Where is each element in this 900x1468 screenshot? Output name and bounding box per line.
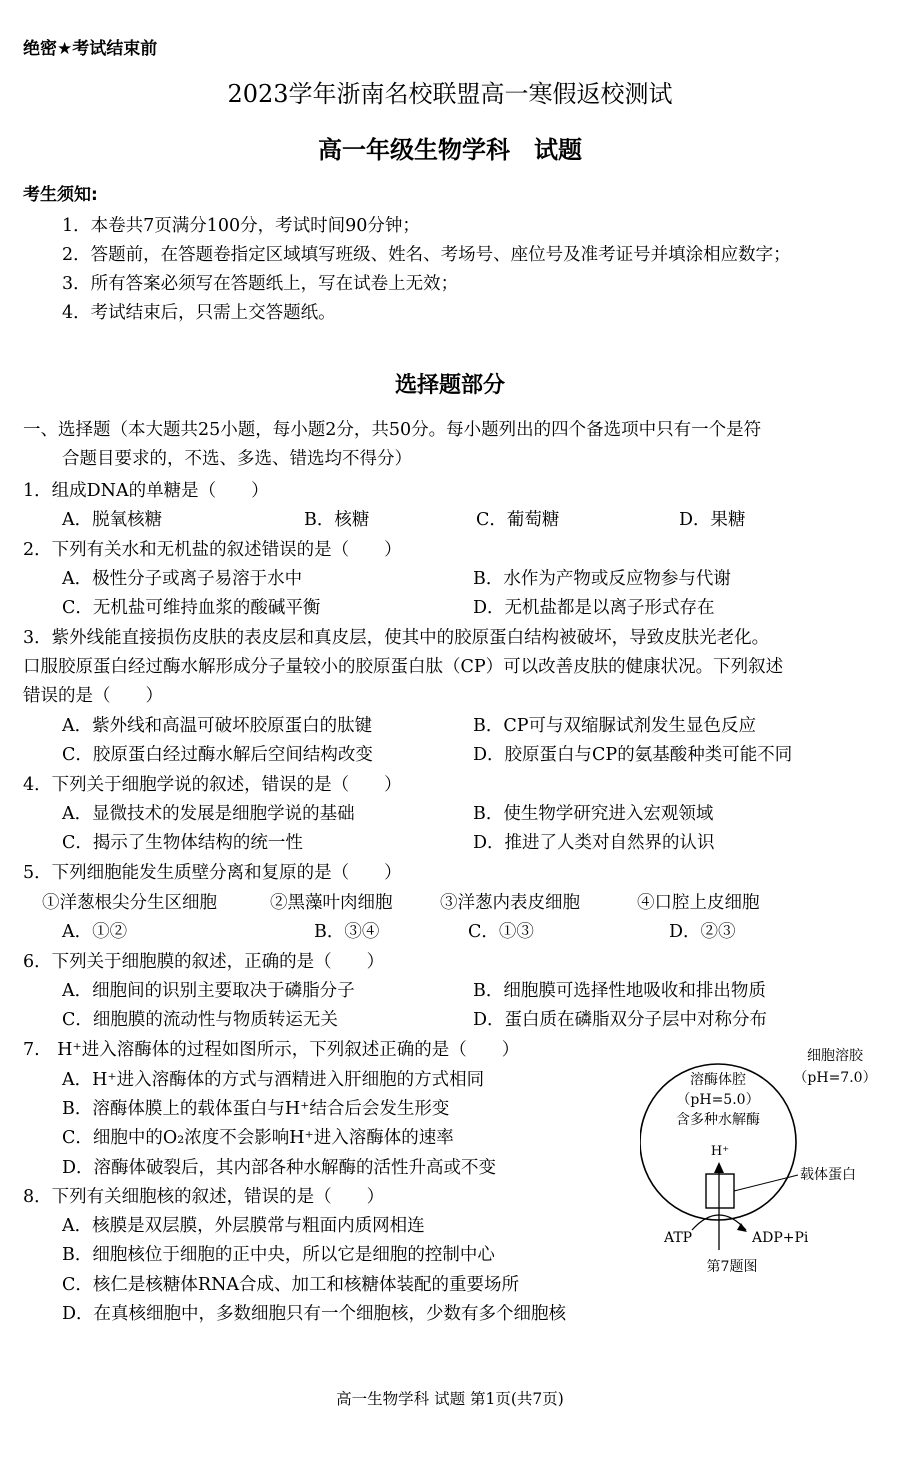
- question-stem: 2．下列有关水和无机盐的叙述错误的是（ ）: [23, 540, 402, 560]
- option-c: C．胶原蛋白经过酶水解后空间结构改变: [62, 745, 373, 765]
- notice-item: 3．所有答案必须写在答题纸上，写在试卷上无效；: [62, 274, 459, 294]
- option-d: D．胶原蛋白与CP的氨基酸种类可能不同: [473, 745, 793, 765]
- arrow-head: [714, 1162, 724, 1173]
- option-c: C．①③: [468, 922, 534, 942]
- figure-caption: 第7题图: [706, 1259, 758, 1275]
- option-b: B．细胞核位于细胞的正中央，所以它是细胞的控制中心: [62, 1245, 495, 1265]
- option-c: C．无机盐可维持血浆的酸碱平衡: [62, 598, 321, 618]
- option-c: C．核仁是核糖体RNA合成、加工和核糖体装配的重要场所: [62, 1275, 520, 1295]
- section-title: 选择题部分: [394, 373, 505, 398]
- cytosol-ph-label: （pH=7.0）: [793, 1070, 877, 1086]
- statement-1: ①洋葱根尖分生区细胞: [42, 893, 217, 913]
- notice-item: 4．考试结束后，只需上交答题纸。: [62, 303, 336, 323]
- option-a: A．显微技术的发展是细胞学说的基础: [62, 804, 355, 824]
- option-d: D．②③: [669, 922, 736, 942]
- option-c: C．细胞膜的流动性与物质转运无关: [62, 1010, 338, 1030]
- lumen-label: 溶酶体腔: [690, 1072, 746, 1088]
- question-stem: 7. H⁺进入溶酶体的过程如图所示，下列叙述正确的是（ ）: [23, 1040, 520, 1060]
- notice-heading: 考生须知:: [23, 185, 98, 205]
- option-d: D．推进了人类对自然界的认识: [473, 833, 715, 853]
- arc-head: [737, 1223, 747, 1232]
- h-plus-label: H⁺: [710, 1144, 730, 1159]
- atp-label: ATP: [664, 1230, 693, 1246]
- lumen-ph-label: （pH=5.0）: [676, 1092, 760, 1108]
- option-a: A．脱氧核糖: [62, 510, 163, 530]
- option-c: C．细胞中的O₂浓度不会影响H⁺进入溶酶体的速率: [62, 1128, 454, 1148]
- option-a: A．H⁺进入溶酶体的方式与酒精进入肝细胞的方式相同: [62, 1070, 485, 1090]
- exam-subtitle: 高一年级生物学科 试题: [318, 136, 582, 164]
- option-d: D．蛋白质在磷脂双分子层中对称分布: [473, 1010, 768, 1030]
- statement-4: ④口腔上皮细胞: [637, 893, 760, 913]
- page-footer: 高一生物学科 试题 第1页(共7页): [336, 1390, 564, 1408]
- question-stem: 6．下列关于细胞膜的叙述，正确的是（ ）: [23, 952, 385, 972]
- part-intro-cont: 合题目要求的，不选、多选、错选均不得分）: [62, 449, 412, 469]
- option-b: B．CP可与双缩脲试剂发生显色反应: [473, 716, 757, 736]
- question-stem: 4．下列关于细胞学说的叙述，错误的是（ ）: [23, 775, 402, 795]
- option-d: D．溶酶体破裂后，其内部各种水解酶的活性升高或不变: [62, 1158, 497, 1178]
- question-stem-cont: 口服胶原蛋白经过酶水解形成分子量较小的胶原蛋白肽（CP）可以改善皮肤的健康状况。下列叙述: [23, 657, 784, 677]
- cytosol-label: 细胞溶胶: [807, 1048, 863, 1064]
- statement-3: ③洋葱内表皮细胞: [440, 893, 580, 913]
- option-b: B．③④: [314, 922, 380, 942]
- question-stem: 8．下列有关细胞核的叙述，错误的是（ ）: [23, 1187, 385, 1207]
- lysosome-figure: [640, 1042, 890, 1282]
- question-stem-cont: 错误的是（ ）: [23, 686, 163, 706]
- option-c: C．葡萄糖: [476, 510, 560, 530]
- adp-label: ADP+Pi: [752, 1230, 809, 1246]
- question-stem: 1．组成DNA的单糖是（ ）: [23, 481, 269, 501]
- option-a: A．细胞间的识别主要取决于磷脂分子: [62, 981, 355, 1001]
- option-b: B．使生物学研究进入宏观领域: [473, 804, 714, 824]
- exam-title: 2023学年浙南名校联盟高一寒假返校测试: [227, 80, 673, 108]
- notice-item: 2．答题前，在答题卷指定区域填写班级、姓名、考场号、座位号及准考证号并填涂相应数字；: [62, 245, 791, 265]
- option-c: C．揭示了生物体结构的统一性: [62, 833, 303, 853]
- option-b: B．细胞膜可选择性地吸收和排出物质: [473, 981, 766, 1001]
- carrier-leader-line: [734, 1175, 798, 1191]
- option-b: B．溶酶体膜上的载体蛋白与H⁺结合后会发生形变: [62, 1099, 450, 1119]
- carrier-protein: [706, 1174, 734, 1208]
- option-a: A．紫外线和高温可破坏胶原蛋白的肽键: [62, 716, 373, 736]
- confidential-mark: 绝密★考试结束前: [23, 39, 158, 59]
- statement-2: ②黑藻叶肉细胞: [270, 893, 393, 913]
- option-b: B．核糖: [304, 510, 370, 530]
- carrier-label: 载体蛋白: [800, 1167, 856, 1183]
- enzymes-label: 含多种水解酶: [676, 1112, 760, 1128]
- option-d: D．果糖: [679, 510, 746, 530]
- option-d: D．在真核细胞中，多数细胞只有一个细胞核，少数有多个细胞核: [62, 1304, 567, 1324]
- option-a: A．①②: [62, 922, 128, 942]
- part-intro: 一、选择题（本大题共25小题，每小题2分，共50分。每小题列出的四个备选项中只有一个是符: [23, 420, 762, 440]
- option-b: B．水作为产物或反应物参与代谢: [473, 569, 731, 589]
- question-stem: 5．下列细胞能发生质壁分离和复原的是（ ）: [23, 863, 402, 883]
- question-stem: 3．紫外线能直接损伤皮肤的表皮层和真皮层，使其中的胶原蛋白结构被破坏，导致皮肤光老化。: [23, 628, 770, 648]
- option-a: A．极性分子或离子易溶于水中: [62, 569, 303, 589]
- option-a: A．核膜是双层膜，外层膜常与粗面内质网相连: [62, 1216, 425, 1236]
- notice-item: 1．本卷共7页满分100分，考试时间90分钟；: [62, 216, 420, 236]
- option-d: D．无机盐都是以离子形式存在: [473, 598, 715, 618]
